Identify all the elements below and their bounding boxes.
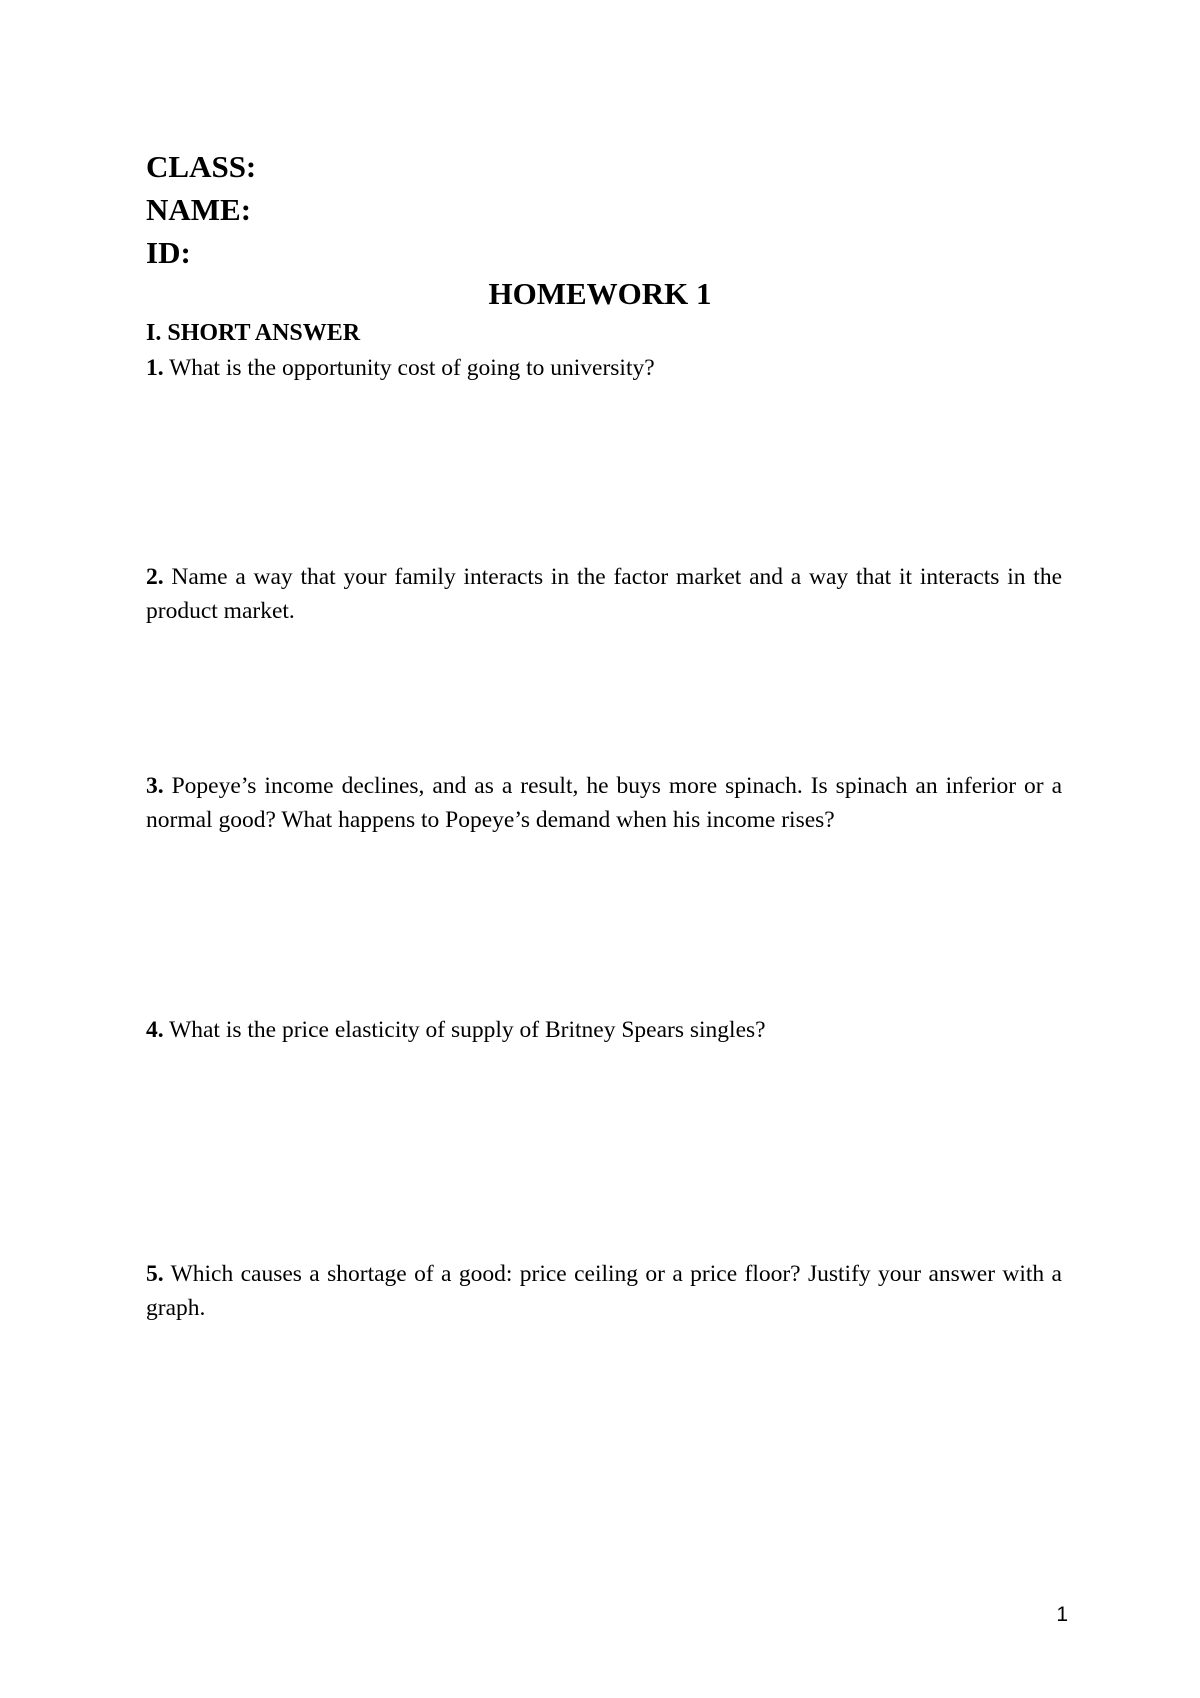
name-label: NAME: [146,192,252,227]
section-heading: I. SHORT ANSWER [146,320,361,346]
page-number: 1 [1056,1603,1068,1626]
class-label: CLASS: [146,149,257,184]
question-number: 2. [146,564,164,590]
question-2 [146,560,1062,628]
question-text: Popeye’s income declines, and as a result, he buys more spinach. Is spinach an inferior or a normal good? What happens to Popeye’s demand when his income rises? [146,773,1062,833]
question-text: Which causes a shortage of a good: price ceiling or a price floor? Justify your answer with a graph. [146,1261,1062,1321]
document-title: HOMEWORK 1 [488,276,712,311]
question-number: 1. [146,355,164,381]
id-label: ID: [146,235,191,270]
question-5 [146,1257,1062,1325]
question-4 [146,1013,1062,1047]
question-3 [146,769,1062,837]
question-number: 3. [146,773,164,799]
question-number: 4. [146,1017,164,1043]
question-text: Name a way that your family interacts in the factor market and a way that it interacts in the product market. [146,564,1062,624]
question-text: What is the opportunity cost of going to university? [163,355,655,381]
question-1 [146,351,1062,385]
question-text: What is the price elasticity of supply of Britney Spears singles? [163,1017,766,1043]
question-number: 5. [146,1261,164,1287]
student-info-header [146,145,256,274]
